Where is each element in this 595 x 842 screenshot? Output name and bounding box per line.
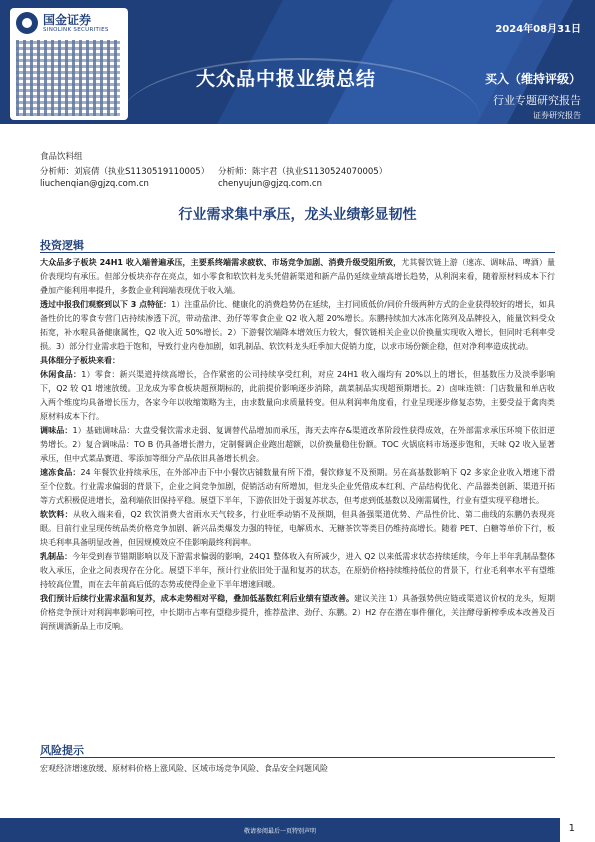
paragraph-lead: 具体细分子板块来看： [40,356,120,365]
report-type: 行业专题研究报告 [493,94,581,107]
section-title-logic: 投资逻辑 [40,239,84,252]
paragraph-lead: 透过中报我们观察到以下 3 点特征： [40,300,172,309]
logo-icon [16,12,38,34]
paragraph-lead: 休闲食品： [40,370,82,379]
paragraph-text: 1）零食：新兴渠道持续高增长，合作紧密的公司持续享受红利，对应 24H1 收入端均有 20%以上的增长，但基数压力及淡季影响下，Q2 较 Q1 增速放缓。卫龙成为零食板块超预期标的，此前提价影响逐步消除，蔬菜制品实现超预期增长。2）卤味连锁：门店数量和单店收入两个维度均具备增长压力，各家今年以收缩策略为主，由求数量向求质量转变。但从利润率角度看，行业呈现逐步修复态势，主要受益于禽肉类原材料成本下行。 [40,370,556,421]
company-logo [16,12,109,34]
page-number: 1 [568,823,575,834]
logic-body [40,256,555,634]
paragraph-text: 24 年餐饮业持续承压，在外部冲击下中小餐饮店铺数量有所下滑，餐饮修复不及预期。另在高基数影响下 Q2 多家企业收入增速下滑至个位数。行业需求偏弱的背景下，企业之间竞争加剧，促销活动有所增加，但龙头企业凭借成本红利、产品结构优化、产品器类创新、渠道开拓等方式积极促进增长，盈利端依旧保持平稳。展望下半年，下游依旧处于弱复苏状态，但考虑到低基数以及刚需属性，行业有望实现平稳增长。 [40,468,555,505]
analyst-1-name: 分析师：刘宸倩（执业S1130519110005） [40,167,210,177]
report-title: 大众品中报业绩总结 [196,68,377,90]
report-subtype: 证券研究报告 [533,111,581,120]
section-divider [40,252,555,253]
paragraph [40,424,555,466]
paragraph-text: 1）基础调味品：大盘受餐饮需求走弱、复调替代品增加而承压，海天去库存&渠道改革阶段性获得成效，在外部需求承压环境下依旧逆势增长。2）复合调味品：TO B 仍具备增长潜力，定制餐调企业跑出超额，以价换量稳住份额。TOC 火锅底料市场逐步饱和，天味 Q2 收入显著承压，但中式菜品赛道、零添加等细分产品依旧具备增长机会。 [40,426,556,463]
paragraph-text: 尤其餐饮链上游（速冻、调味品、啤酒）量价表现均有承压。但部分板块亦存在亮点，如小零食和软饮料龙头凭借新渠道和新产品仍延续业绩高增长趋势，从利润来看，随着原材料成本下行叠加产能利用率提升，多数企业利润端表现优于收入端。 [40,258,555,295]
paragraph [40,550,555,592]
paragraph-text: 1）注重品价比、健康化的消费趋势仍在延续，主打同质低价/同价升级两种方式的企业获得较好的增长，如具备性价比的零食专营门店持续渗透下沉，带动盐津、劲仔等零食企业 Q2 收入超 20%增长。东鹏持续加大冰冻化陈列及品牌投入，能量饮料受众拓宽，补水啦具备健康属性，Q2 收入近 50%增长。2）下游餐饮端降本增效压力较大，餐饮链相关企业以价换量实现收入增长，但同时毛利率受损。3）部分行业需求趋于饱和，导致行业内卷加剧，如乳制品、软饮料龙头旺季加大促销力度，以求市场份额企稳，但对净利率造成扰动。 [40,300,555,351]
footer-disclaimer: 敬请参阅最后一页特别声明 [243,828,316,835]
rating-label: 买入（维持评级） [484,72,581,86]
paragraph-lead: 大众品多子板块 24H1 收入端普遍承压，主要系终端需求疲软、市场竞争加剧、消费升级受阻所致， [40,258,402,267]
paragraph [40,466,555,508]
logo-cn-text: 国金证券 [43,12,92,27]
headline: 行业需求集中承压，龙头业绩彰显韧性 [178,207,417,223]
analyst-2-name: 分析师：陈宇君（执业S1130524070005） [218,167,388,177]
paragraph-lead: 乳制品： [40,552,73,561]
analyst-2-email[interactable]: chenyujun@gjzq.com.cn [218,179,322,189]
paragraph-text: 今年受到春节错期影响以及下游需求偏弱的影响，24Q1 整体收入有所减少，进入 Q2 以来低需求状态持续延续，今年上半年乳制品整体收入承压，企业之间表现存在分化。展望下半年，预计行业依旧处于温和复苏的状态，在原奶价格持续维持低位的背景下，行业毛利率水平有望维持较高位置，而在去年前高后低的态势或使得企业下半年增速回暖。 [40,552,556,589]
paragraph [40,298,555,354]
paragraph-lead: 调味品： [40,426,73,435]
analyst-1-email[interactable]: liuchenqian@gjzq.com.cn [40,179,149,189]
section-title-risk: 风险提示 [40,744,84,757]
header-banner [0,0,595,124]
paragraph-lead: 我们预计后续行业需求温和复苏，成本走势相对平稳，叠加低基数红利后业绩有望改善。 [40,594,355,603]
paragraph [40,256,555,298]
paragraph [40,354,555,368]
paragraph [40,508,555,550]
industry-label: 食品饮料组 [40,152,83,162]
analyst-names [40,165,396,177]
paragraph-text: 从收入端来看，Q2 软饮消费大省雨水天气较多，行业旺季动销不及预期，但具备强渠道优势、产品性价比、第二曲线的东鹏仍表现亮眼。目前行业呈现传统品类价格竞争加剧、新兴品类爆发力强的特征，电解质水、无糖茶饮等类目仍维持高增长。随着 PET、白糖等单价下行，板块毛利率具备明显改善，但因规模效应不佳影响最终利润率。 [40,510,555,547]
paragraph [40,592,555,634]
report-date: 2024年08月31日 [495,24,581,35]
paragraph-lead: 速冻食品： [40,468,81,477]
logo-en-text: SINOLINK SECURITIES [43,26,109,33]
risk-text: 宏观经济增速放缓、原材料价格上涨风险、区域市场竞争风险、食品安全问题风险 [40,764,328,773]
paragraph [40,368,555,424]
qr-code-icon [16,40,120,116]
analyst-emails [40,179,396,189]
paragraph-lead: 软饮料： [40,510,73,519]
paragraph-text: 建议关注 1）具备强势供应链或渠道议价权的龙头，短期价格竞争预计对利润率影响可控，中长期市占率有望稳步提升，推荐盐津、劲仔、东鹏。2）H2 存在潜在事件催化，关注酵母新榨季成本改善及百润预调酒新品上市反响。 [40,594,555,631]
section-divider [40,757,555,758]
